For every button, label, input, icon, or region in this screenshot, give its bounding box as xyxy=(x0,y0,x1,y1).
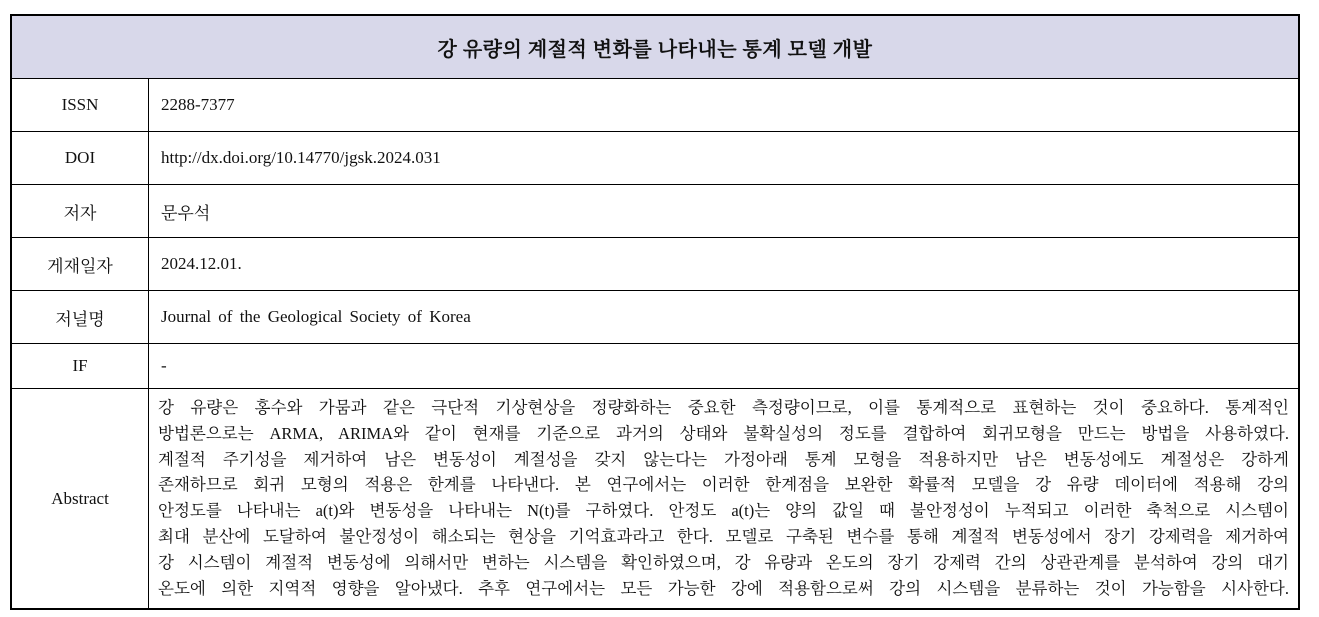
abstract-line: 최대 분산에 도달하여 불안정성이 해소되는 현상을 기억효과라고 한다. 모델로 구축된 변수를 통해 계절적 변동성에서 장기 강제력을 제거하여 xyxy=(158,526,1289,546)
abstract-line: 강 시스템이 계절적 변동성에 의해서만 변하는 시스템을 확인하였으며, 강 유량과 온도의 장기 강제력 간의 상관관계를 분석하여 강의 대기 xyxy=(158,552,1289,572)
abstract-line: 방법론으로는 ARMA, ARIMA와 같이 현재를 기준으로 과거의 상태와 불확실성의 정도를 결합하여 회귀모형을 만드는 방법을 사용하였다. xyxy=(158,423,1289,443)
author-label: 저자 xyxy=(12,185,149,237)
paper-title-row xyxy=(12,16,1298,79)
table-row-issn xyxy=(12,79,1298,132)
abstract-text xyxy=(149,389,1298,608)
journal-name-label: 저널명 xyxy=(12,291,149,343)
abstract-line: 온도에 의한 지역적 영향을 알아냈다. 추후 연구에서는 모든 가능한 강에 적용함으로써 강의 시스템을 분류하는 것이 가능함을 시사한다. xyxy=(158,578,1289,598)
issn-label: ISSN xyxy=(12,79,149,131)
impact-factor-label: IF xyxy=(12,344,149,388)
doi-label: DOI xyxy=(12,132,149,184)
abstract-line: 강 유량은 홍수와 가뭄과 같은 극단적 기상현상을 정량화하는 중요한 측정량이므로, 이를 통계적으로 표현하는 것이 중요하다. 통계적인 xyxy=(158,398,1289,417)
table-row-author xyxy=(12,185,1298,238)
journal-name-value: Journal of the Geological Society of Korea xyxy=(161,307,471,326)
paper-metadata-table xyxy=(10,14,1300,610)
table-row-journal-name xyxy=(12,291,1298,344)
table-row-abstract xyxy=(12,389,1298,608)
abstract-line: 계절적 주기성을 제거하여 남은 변동성이 계절성을 갖지 않는다는 가정아래 통계 모형을 적용하지만 남은 변동성에도 계절성은 강하게 xyxy=(158,449,1289,469)
paper-title: 강 유량의 계절적 변화를 나타내는 통계 모델 개발 xyxy=(437,38,873,61)
abstract-line: 존재하므로 회귀 모형의 적용은 한계를 나타낸다. 본 연구에서는 이러한 한계점을 보완한 확률적 모델을 강 유량 데이터에 적용해 강의 xyxy=(158,475,1289,495)
table-row-publication-date xyxy=(12,238,1298,291)
table-row-doi xyxy=(12,132,1298,185)
issn-value: 2288-7377 xyxy=(161,95,235,114)
abstract-line: 안정도를 나타내는 a(t)와 변동성을 나타내는 N(t)를 구하였다. 안정도 a(t)는 양의 값일 때 불안정성이 누적되고 이러한 축척으로 시스템이 xyxy=(158,501,1289,521)
publication-date-value: 2024.12.01. xyxy=(161,254,242,273)
publication-date-label: 게재일자 xyxy=(12,238,149,290)
impact-factor-value: - xyxy=(161,356,167,375)
author-value: 문우석 xyxy=(161,203,211,223)
table-row-impact-factor xyxy=(12,344,1298,389)
abstract-label: Abstract xyxy=(12,389,149,608)
doi-value: http://dx.doi.org/10.14770/jgsk.2024.031 xyxy=(161,148,441,167)
